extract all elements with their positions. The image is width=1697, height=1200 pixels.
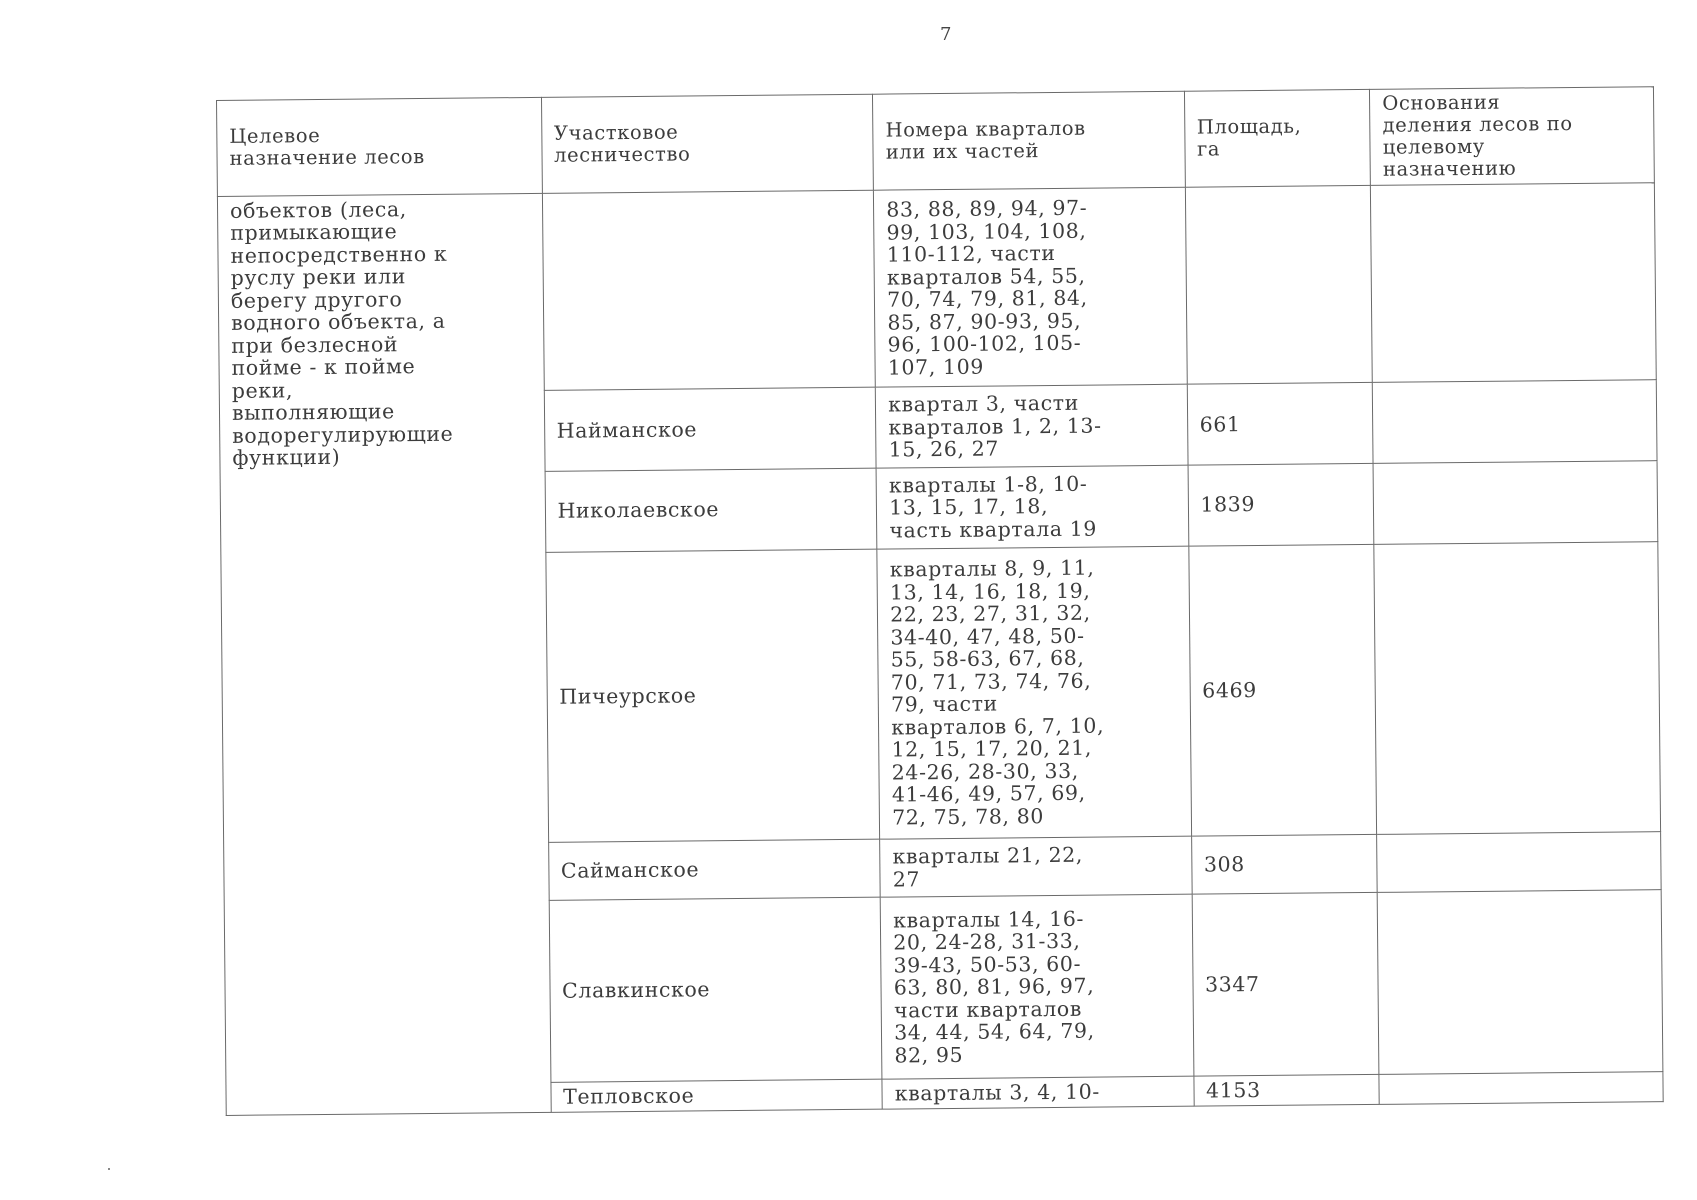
quarters-cell: кварталы 3, 4, 10- [882, 1076, 1194, 1109]
table-header-row [217, 87, 1655, 197]
basis-cell [1373, 380, 1658, 463]
header-basis: Основания деления лесов по целевому назначению [1370, 87, 1655, 185]
area-cell: 308 [1191, 834, 1377, 894]
header-forestry: Участковое лесничество [541, 94, 874, 193]
quarters-cell: квартал 3, части кварталов 1, 2, 13- 15, 26, 27 [876, 384, 1188, 468]
area-cell: 661 [1187, 383, 1373, 465]
table-row [217, 182, 1656, 393]
basis-cell [1373, 461, 1658, 544]
forestry-cell: Тепловское [550, 1079, 882, 1112]
quarters-cell: кварталы 8, 9, 11, 13, 14, 16, 18, 19, 22, 23, 27, 31, 32, 34-40, 47, 48, 50- 55, 58-63, 67, 68, 70, 71, 73, 74, 76, 79, части кварталов 6, 7, 10, 12, 15, 17, 20, 21, 24-26, 28-30, 33, 41-46, 49, 57, 69, 72, 75, 78, 80 [877, 546, 1191, 839]
forestry-cell: Наймaнское [544, 387, 876, 471]
basis-cell [1371, 182, 1657, 382]
basis-cell [1379, 1071, 1663, 1104]
area-cell: 4153 [1193, 1074, 1379, 1106]
forestry-cell: Саймaнское [548, 839, 880, 901]
page-number: 7 [940, 24, 952, 45]
scan-speck [108, 1168, 110, 1170]
header-quarters: Номера кварталов или их частей [873, 91, 1185, 190]
quarters-cell: 83, 88, 89, 94, 97- 99, 103, 104, 108, 110-112, части кварталов 54, 55, 70, 74, 79, 81, 84, 85, 87, 90-93, 95, 96, 100-102, 105- 107, 109 [874, 187, 1187, 388]
forestry-cell: Славкинское [549, 897, 882, 1082]
basis-cell [1377, 831, 1661, 892]
forestry-cell: Пичеурское [545, 549, 879, 842]
basis-cell [1377, 890, 1662, 1074]
quarters-cell: кварталы 14, 16- 20, 24-28, 31-33, 39-43, 50-53, 60- 63, 80, 81, 96, 97, части кварталов 34, 44, 54, 64, 79, 82, 95 [880, 894, 1193, 1078]
purpose-cell: объектов (леса, примыкающие непосредственно к руслу реки или берегу другого водного объекта, а при безлесной пойме - к пойме реки, выполняющие водорегулирующие функции) [217, 193, 550, 1115]
forest-purpose-table [216, 86, 1664, 1116]
forestry-cell [542, 190, 876, 391]
forestry-cell: Николаевское [545, 468, 877, 552]
header-area: Площадь, га [1184, 89, 1371, 187]
header-purpose: Целевое назначение лесов [217, 97, 542, 196]
area-cell: 6469 [1188, 544, 1377, 836]
area-cell: 3347 [1192, 893, 1379, 1076]
area-cell: 1839 [1188, 463, 1374, 545]
quarters-cell: кварталы 21, 22, 27 [880, 836, 1192, 897]
basis-cell [1374, 541, 1661, 834]
area-cell [1185, 185, 1373, 384]
quarters-cell: кварталы 1-8, 10- 13, 15, 17, 18, часть квартала 19 [876, 465, 1188, 549]
